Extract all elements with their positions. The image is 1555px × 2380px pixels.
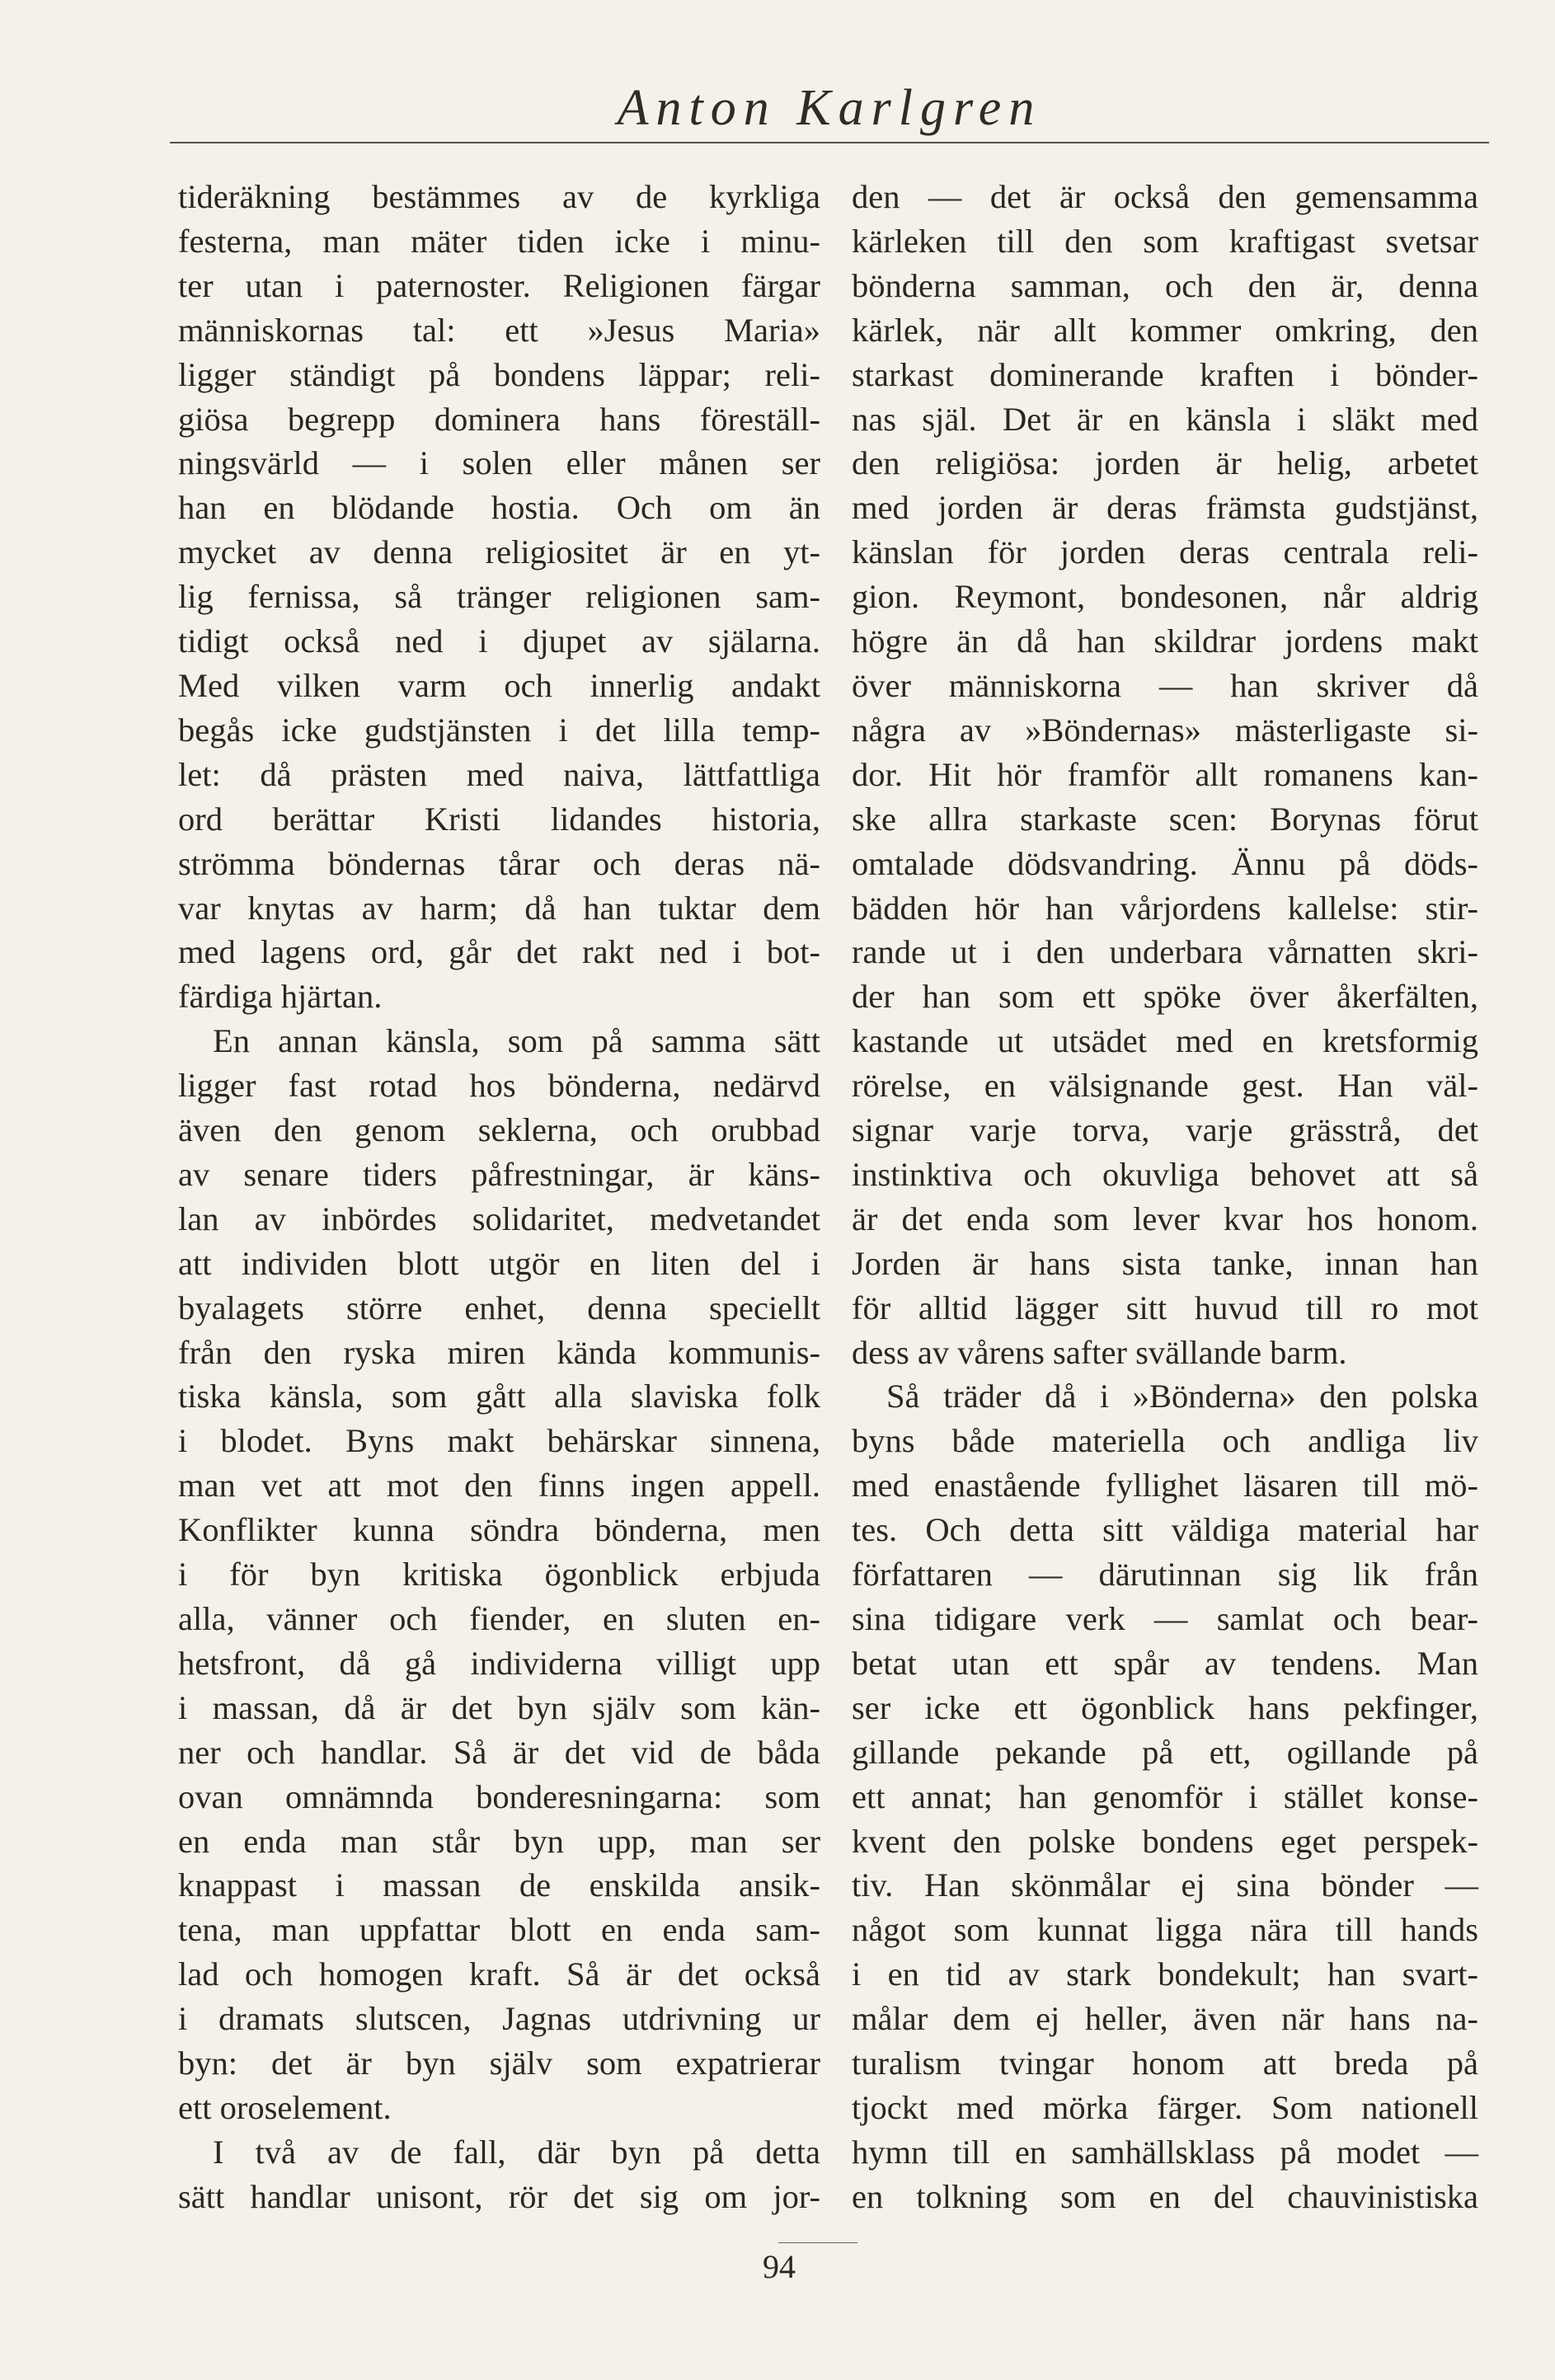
text-line: tidigt också ned i djupet av själarna. [178,622,820,660]
text-line: att individen blott utgör en liten del i [178,1244,820,1282]
text-line: omtalade dödsvandring. Ännu på döds- [852,844,1478,882]
text-line: tiv. Han skönmålar ej sina bönder — [852,1866,1478,1904]
text-line: med jorden är deras främsta gudstjänst, [852,489,1478,527]
page-number: 94 [763,2248,796,2285]
text-line: ord berättar Kristi lidandes historia, [178,800,820,838]
text-line: bädden hör han vårjordens kallelse: stir- [852,889,1478,927]
text-line: färdiga hjärtan. [178,978,383,1016]
text-line: rande ut i den underbara vårnatten skri- [852,933,1478,971]
text-line: människornas tal: ett »Jesus Maria» [178,311,820,349]
text-line: mycket av denna religiositet är en yt- [178,533,820,571]
text-line: rörelse, en välsignande gest. Han väl- [852,1067,1478,1105]
text-line: lig fernissa, så tränger religionen sam- [178,578,820,616]
text-line: kärleken till den som kraftigast svetsar [852,222,1478,260]
text-line: I två av de fall, där byn på detta [213,2133,820,2171]
text-line: lan av inbördes solidaritet, medvetandet [178,1199,820,1237]
text-line: sätt handlar unisont, rör det sig om jor- [178,2177,820,2215]
text-line: känslan för jorden deras centrala reli- [852,533,1478,571]
text-line: der han som ett spöke över åkerfälten, [852,978,1478,1016]
text-line: Med vilken varm och innerlig andakt [178,666,820,704]
text-line: författaren — därutinnan sig lik från [852,1556,1478,1594]
text-line: dor. Hit hör framför allt romanens kan- [852,755,1478,793]
text-line: ske allra starkaste scen: Borynas förut [852,800,1478,838]
text-line: gillande pekande på ett, ogillande på [852,1733,1478,1771]
text-line: festerna, man mäter tiden icke i minu- [178,222,820,260]
text-line: den — det är också den gemensamma [852,178,1478,215]
text-line: med lagens ord, går det rakt ned i bot- [178,933,820,971]
text-line: några av »Böndernas» mästerligaste si- [852,711,1478,749]
text-line: i för byn kritiska ögonblick erbjuda [178,1556,820,1594]
text-line: tideräkning bestämmes av de kyrkliga [178,178,820,215]
text-line: man vet att mot den finns ingen appell. [178,1467,820,1505]
text-line: Konflikter kunna söndra bönderna, men [178,1511,820,1549]
text-line: ser icke ett ögonblick hans pekfinger, [852,1688,1478,1726]
text-line: hymn till en samhällsklass på modet — [852,2133,1478,2171]
right-text-column [852,175,1478,2219]
text-line: instinktiva och okuvliga behovet att så [852,1155,1478,1193]
text-line: ligger ständigt på bondens läppar; reli- [178,355,820,393]
text-line: hetsfront, då gå individerna villigt upp [178,1644,820,1682]
text-line: alla, vänner och fiender, en sluten en- [178,1600,820,1637]
running-header-author: Anton Karlgren [617,80,1042,136]
text-line: nas själ. Det är en känsla i släkt med [852,400,1478,438]
text-line: turalism tvingar honom att breda på [852,2044,1478,2082]
text-line: tiska känsla, som gått alla slaviska folk [178,1378,820,1415]
text-line: ningsvärld — i solen eller månen ser [178,444,820,482]
text-line: begås icke gudstjänsten i det lilla temp- [178,711,820,749]
text-line: av senare tiders påfrestningar, är käns- [178,1155,820,1193]
text-line: Så träder då i »Bönderna» den polska [886,1378,1478,1415]
text-line: en tolkning som en del chauvinistiska [852,2177,1478,2215]
text-line: kvent den polske bondens eget perspek- [852,1822,1478,1860]
text-line: gion. Reymont, bondesonen, når aldrig [852,578,1478,616]
text-line: byns både materiella och andliga liv [852,1422,1478,1460]
text-line: han en blödande hostia. Och om än [178,489,820,527]
text-line: ett annat; han genomför i stället konse- [852,1777,1478,1815]
text-line: i massan, då är det byn själv som kän- [178,1688,820,1726]
text-line: bönderna samman, och den är, denna [852,266,1478,304]
text-line: sina tidigare verk — samlat och bear- [852,1600,1478,1637]
text-line: ovan omnämnda bonderesningarna: som [178,1777,820,1815]
text-line: En annan känsla, som på samma sätt [213,1022,820,1060]
header-rule [170,142,1489,143]
text-line: en enda man står byn upp, man ser [178,1822,820,1860]
text-line: var knytas av harm; då han tuktar dem [178,889,820,927]
text-line: tes. Och detta sitt väldiga material har [852,1511,1478,1549]
left-text-column [178,175,820,2219]
text-line: med enastående fyllighet läsaren till mö- [852,1467,1478,1505]
text-line: strömma böndernas tårar och deras nä- [178,844,820,882]
text-line: byalagets större enhet, denna speciellt [178,1289,820,1326]
text-line: knappast i massan de enskilda ansik- [178,1866,820,1904]
text-line: kärlek, när allt kommer omkring, den [852,311,1478,349]
text-line: ner och handlar. Så är det vid de båda [178,1733,820,1771]
text-line: i blodet. Byns makt behärskar sinnena, [178,1422,820,1460]
text-line: signar varje torva, varje grässtrå, det [852,1111,1478,1149]
text-line: över människorna — han skriver då [852,666,1478,704]
text-line: ligger fast rotad hos bönderna, nedärvd [178,1067,820,1105]
text-line: är det enda som lever kvar hos honom. [852,1199,1478,1237]
text-line: dess av vårens safter svällande barm. [852,1333,1347,1371]
text-line: högre än då han skildrar jordens makt [852,622,1478,660]
text-line: tena, man uppfattar blott en enda sam- [178,1911,820,1949]
text-line: let: då prästen med naiva, lättfattliga [178,755,820,793]
text-line: Jorden är hans sista tanke, innan han [852,1244,1478,1282]
text-line: för alltid lägger sitt huvud till ro mot [852,1289,1478,1326]
text-line: ter utan i paternoster. Religionen färgar [178,266,820,304]
text-line: något som kunnat ligga nära till hands [852,1911,1478,1949]
text-line: från den ryska miren kända kommunis- [178,1333,820,1371]
text-line: även den genom seklerna, och orubbad [178,1111,820,1149]
text-line: lad och homogen kraft. Så är det också [178,1955,820,1993]
footer-rule [778,2242,857,2243]
text-line: den religiösa: jorden är helig, arbetet [852,444,1478,482]
text-line: starkast dominerande kraften i bönder- [852,355,1478,393]
text-line: kastande ut utsädet med en kretsformig [852,1022,1478,1060]
text-line: ett oroselement. [178,2088,392,2126]
text-line: betat utan ett spår av tendens. Man [852,1644,1478,1682]
text-line: giösa begrepp dominera hans föreställ- [178,400,820,438]
text-line: i dramats slutscen, Jagnas utdrivning ur [178,2000,820,2038]
text-line: byn: det är byn själv som expatrierar [178,2044,820,2082]
text-line: tjockt med mörka färger. Som nationell [852,2088,1478,2126]
text-line: i en tid av stark bondekult; han svart- [852,1955,1478,1993]
text-line: målar dem ej heller, även när hans na- [852,2000,1478,2038]
